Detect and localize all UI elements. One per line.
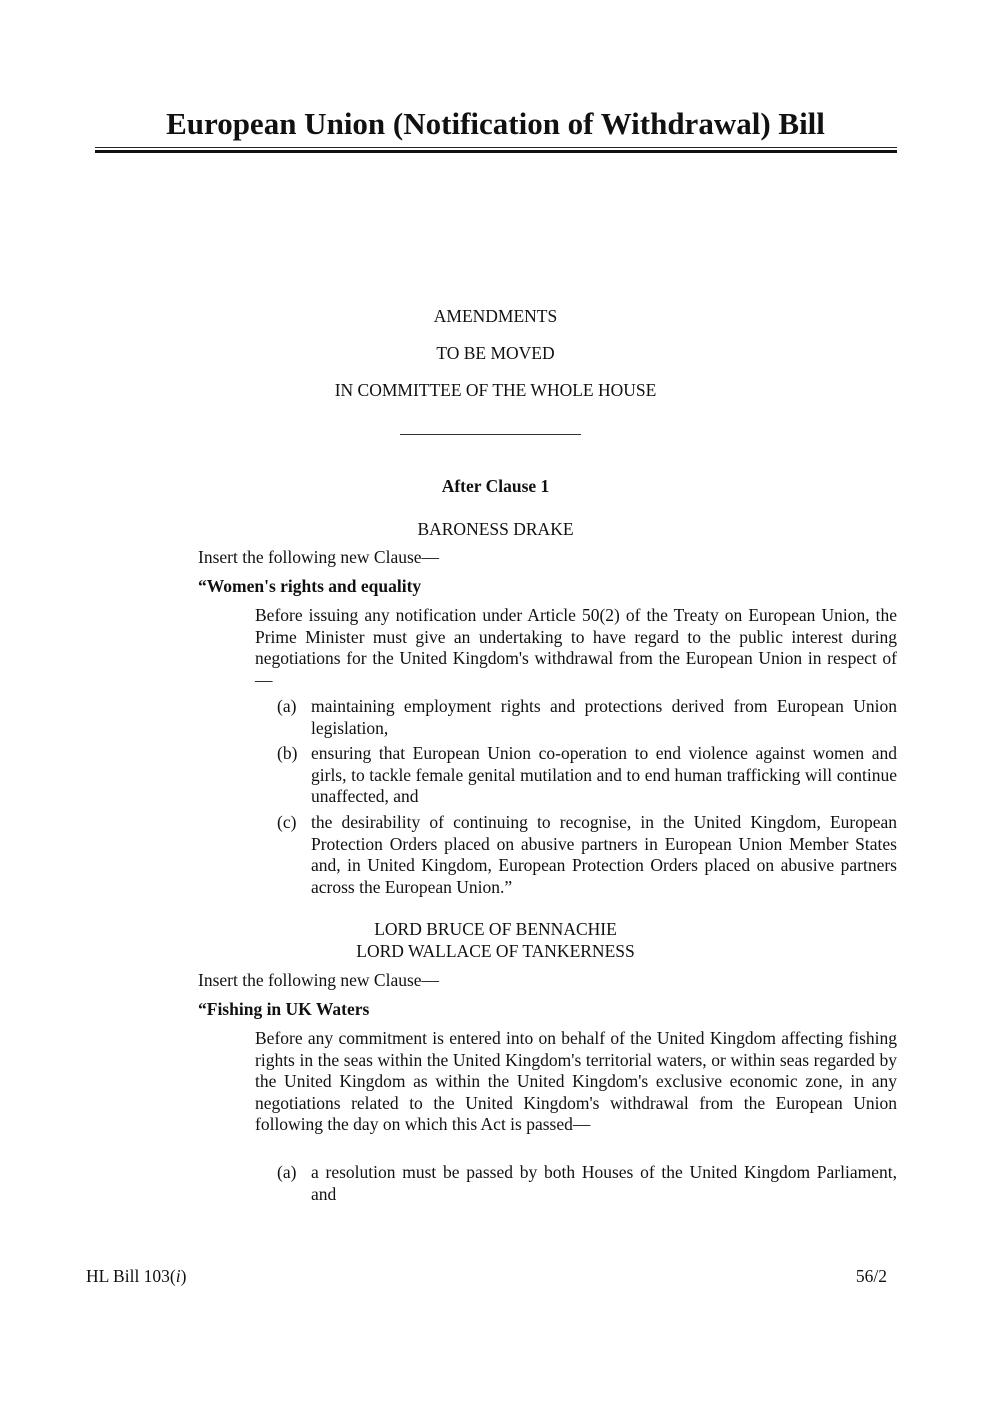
document-title: European Union (Notification of Withdrawal) Bill <box>166 106 825 141</box>
clause-title: “Fishing in UK Waters <box>198 999 370 1019</box>
item-label: (a) <box>277 1162 297 1182</box>
heading-line: TO BE MOVED <box>436 343 555 363</box>
item-label: (a) <box>277 696 297 716</box>
bill-number: HL Bill 103(i) <box>86 1266 187 1286</box>
clause-item <box>255 812 897 898</box>
clause-item <box>255 743 897 808</box>
instruction: Insert the following new Clause— <box>198 970 440 990</box>
title-rule-thin <box>95 147 897 148</box>
divider <box>400 434 581 435</box>
clause-item <box>255 1162 897 1205</box>
item-label: (b) <box>277 743 298 763</box>
title-rule-thick <box>95 150 897 153</box>
clause-body: Before issuing any notification under Article 50(2) of the Treaty on European Union, the Prime Minister must give an undertaking to have regard to the public interest during negotiations for the United Kingdom's withdrawal from the European Union in respect of— <box>255 605 897 690</box>
clause-item <box>255 696 897 739</box>
item-text: the desirability of continuing to recognise, in the United Kingdom, European Protection Orders placed on abusive partners in European Union Member States and, in United Kingdom, European Protection Orders placed on abusive partners across the European Union.” <box>311 812 897 897</box>
heading-line: AMENDMENTS <box>433 306 558 326</box>
item-label: (c) <box>277 812 297 832</box>
clause-title: “Women's rights and equality <box>198 576 422 596</box>
item-text: ensuring that European Union co-operation to end violence against women and girls, to tackle female genital mutilation and to end human trafficking will continue unaffected, and <box>311 743 897 807</box>
mover-name: LORD WALLACE OF TANKERNESS <box>356 941 635 961</box>
instruction: Insert the following new Clause— <box>198 547 440 567</box>
mover-name: BARONESS DRAKE <box>417 519 574 539</box>
heading-line: IN COMMITTEE OF THE WHOLE HOUSE <box>334 380 657 400</box>
mover-name: LORD BRUCE OF BENNACHIE <box>374 919 617 939</box>
section-heading: After Clause 1 <box>441 476 550 496</box>
item-text: a resolution must be passed by both Houses of the United Kingdom Parliament, and <box>311 1162 897 1204</box>
clause-body: Before any commitment is entered into on behalf of the United Kingdom affecting fishing rights in the seas within the United Kingdom's territorial waters, or within seas regarded by the United Kingdom as within the United Kingdom's exclusive economic zone, in any negotiations related to the United Kingdom's withdrawal from the European Union following the day on which this Act is passed— <box>255 1028 897 1135</box>
item-text: maintaining employment rights and protections derived from European Union legislation, <box>311 696 897 738</box>
page-reference: 56/2 <box>855 1266 887 1286</box>
